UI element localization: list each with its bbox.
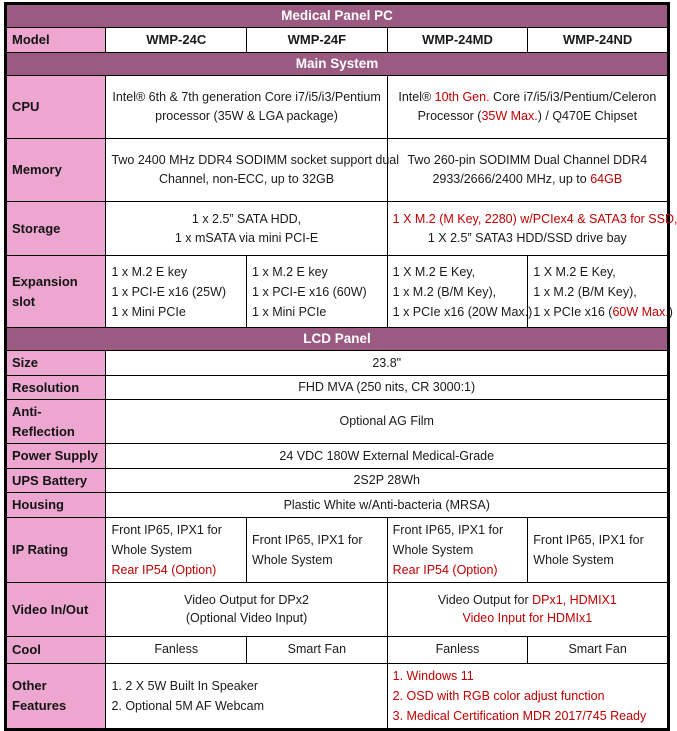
text-segment: Two 2400 MHz DDR4 SODIMM socket support dual: [111, 153, 400, 168]
section-header-main-system: Main System: [6, 52, 669, 75]
text-line: [393, 88, 662, 107]
text-segment: 1 x M.2 E key: [111, 264, 188, 279]
text-segment: Fanless: [154, 642, 199, 657]
storage-cell-right: [387, 202, 677, 256]
text-line: [392, 210, 677, 229]
memory-row: [6, 139, 669, 202]
ip-rating-cell-wmp-24c: [106, 517, 247, 582]
text-segment: 1 x M.2 E key: [252, 264, 328, 279]
size-cell: [106, 351, 669, 376]
resolution-row: [6, 375, 669, 400]
anti-reflection-cell: [106, 400, 669, 444]
text-line: [111, 107, 381, 126]
model-cell-wmp-24nd: WMP-24ND: [528, 28, 669, 53]
text-line: [393, 706, 662, 726]
cool-row: [6, 636, 669, 663]
section-header-lcd-panel: LCD Panel: [6, 328, 669, 351]
text-segment: Smart Fan: [287, 642, 347, 657]
text-line: [393, 282, 523, 302]
text-segment: Intel® 6th & 7th generation Core i7/i5/i3/Pentium: [112, 90, 381, 105]
text-line: [533, 282, 662, 302]
memory-cell-left: [106, 139, 400, 202]
text-segment: Video Output for DPx2: [184, 592, 309, 607]
text-line: [252, 550, 382, 570]
text-line: [393, 540, 523, 560]
text-line: [393, 686, 662, 706]
text-segment: Whole System: [111, 542, 193, 557]
text-segment: Whole System: [392, 542, 474, 557]
text-line: [252, 530, 382, 550]
main-system-row: [6, 52, 669, 75]
text-segment: Channel, non-ECC, up to 32GB: [158, 172, 335, 186]
anti-reflection-row: [6, 400, 669, 444]
text-segment: 1 X M.2 E Key,: [392, 264, 476, 279]
memory-cell-right: [387, 139, 668, 202]
text-line: [111, 696, 381, 716]
row-label-storage: Storage: [6, 202, 106, 256]
text-segment: 1 x PCIe x16 (20W Max.): [392, 304, 533, 319]
text-line: [111, 151, 400, 170]
text-segment: FHD MVA (250 nits, CR 3000:1): [298, 380, 476, 395]
row-label-model: Model: [6, 28, 106, 53]
highlighted-text: Rear IP54 (Option): [111, 562, 217, 577]
cool-cell-wmp-24md: [387, 636, 528, 663]
video-in-out-row: [6, 582, 669, 636]
spec-sheet-page: [0, 2, 677, 723]
cpu-cell-right: [387, 76, 668, 139]
text-segment: 2S2P 28Wh: [353, 473, 420, 488]
storage-row: [6, 202, 669, 256]
model-cell-wmp-24md: WMP-24MD: [387, 28, 528, 53]
text-line: [533, 262, 662, 282]
text-line: [533, 550, 662, 570]
text-segment: 1 x PCI-E x16 (25W): [111, 284, 227, 299]
highlighted-text: 2. OSD with RGB color adjust function: [392, 688, 605, 703]
text-line: [111, 210, 381, 229]
expansion-slot-row: [6, 256, 669, 328]
model-cell-wmp-24f: WMP-24F: [247, 28, 388, 53]
text-line: [111, 540, 241, 560]
highlighted-text: 1. Windows 11: [392, 668, 474, 683]
text-line: [393, 666, 662, 686]
text-segment: 23.8": [372, 355, 402, 370]
text-segment: 1 x Mini PCIe: [111, 304, 186, 319]
text-segment: ) / Q470E Chipset: [537, 109, 638, 123]
text-segment: Front IP65, IPX1 for: [111, 522, 222, 537]
text-line: [111, 88, 381, 107]
other-features-row: [6, 663, 669, 729]
text-segment: 2. Optional 5M AF Webcam: [111, 698, 265, 713]
text-line: [392, 302, 533, 322]
text-line: [393, 151, 662, 170]
text-segment: ): [668, 304, 673, 319]
housing-row: [6, 493, 669, 518]
highlighted-text: DPx1, HDMIX1: [532, 592, 617, 607]
housing-cell: [106, 493, 669, 518]
text-line: [393, 107, 662, 126]
expansion-cell-wmp-24nd: [528, 256, 673, 328]
text-line: [252, 262, 382, 282]
highlighted-text: Video Input for HDMIx1: [462, 611, 593, 626]
row-label-size: Size: [6, 351, 106, 376]
text-line: [111, 354, 662, 373]
text-line: [111, 609, 381, 628]
power-supply-cell: [106, 444, 669, 469]
cool-cell-wmp-24f: [247, 636, 388, 663]
text-segment: Front IP65, IPX1 for: [252, 532, 363, 547]
highlighted-text: 35W Max.: [481, 109, 538, 123]
text-segment: 1. 2 X 5W Built In Speaker: [111, 678, 259, 693]
text-line: [111, 302, 241, 322]
row-label-memory: Memory: [6, 139, 106, 202]
row-label-cpu: CPU: [6, 76, 106, 139]
text-line: [111, 471, 662, 490]
model-cell-wmp-24c: WMP-24C: [106, 28, 247, 53]
row-label-cool: Cool: [6, 636, 106, 663]
storage-cell-left: [106, 202, 387, 256]
cpu-row: [6, 76, 669, 139]
text-line: [393, 262, 523, 282]
highlighted-text: Rear IP54 (Option): [392, 562, 498, 577]
text-line: [533, 530, 662, 550]
other-features-cell-left: [106, 663, 387, 729]
other-features-cell-right: [387, 663, 668, 729]
text-segment: Whole System: [533, 552, 614, 567]
text-segment: Front IP65, IPX1 for: [533, 532, 644, 547]
lcd-panel-row: [6, 328, 669, 351]
text-line: [111, 447, 662, 466]
ups-battery-row: [6, 468, 669, 493]
row-label-ip-rating: IP Rating: [6, 517, 106, 582]
row-label-anti-reflection: Anti-Reflection: [6, 400, 106, 444]
row-label-power-supply: Power Supply: [6, 444, 106, 469]
expansion-cell-wmp-24c: [106, 256, 247, 328]
text-line: [111, 170, 381, 189]
text-segment: Core i7/i5/i3/Pentium/Celeron: [489, 90, 657, 105]
text-line: [393, 229, 662, 248]
text-segment: Intel®: [398, 90, 435, 105]
text-segment: Two 260-pin SODIMM Dual Channel DDR4: [407, 153, 648, 168]
size-row: [6, 351, 669, 376]
text-segment: Front IP65, IPX1 for: [392, 522, 504, 537]
spec-table: [4, 2, 677, 731]
text-line: [111, 282, 241, 302]
cool-cell-wmp-24c: [106, 636, 247, 663]
ip-rating-cell-wmp-24nd: [528, 517, 669, 582]
ups-battery-cell: [106, 468, 669, 493]
ip-rating-cell-wmp-24md: [387, 517, 528, 582]
cpu-cell-left: [106, 76, 387, 139]
text-segment: Fanless: [435, 642, 480, 657]
text-line: [252, 302, 382, 322]
text-line: [111, 378, 662, 397]
ip-rating-row: [6, 517, 669, 582]
text-segment: 1 x PCI-E x16 (60W): [252, 284, 367, 299]
highlighted-text: 64GB: [590, 172, 623, 186]
text-segment: 1 X M.2 E Key,: [533, 264, 616, 279]
highlighted-text: 10th Gen.: [434, 90, 490, 105]
text-line: [111, 591, 381, 610]
power-supply-row: [6, 444, 669, 469]
text-line: [252, 640, 382, 659]
text-segment: Smart Fan: [568, 642, 627, 657]
highlighted-text: 1 X M.2 (M Key, 2280) w/PCIex4 & SATA3 for SSD,: [392, 211, 677, 226]
text-segment: Plastic White w/Anti-bacteria (MRSA): [283, 497, 490, 512]
row-label-expansion-slot: Expansion slot: [6, 256, 106, 328]
expansion-cell-wmp-24f: [247, 256, 388, 328]
text-segment: 1 x 2.5” SATA HDD,: [191, 211, 302, 226]
row-label-ups-battery: UPS Battery: [6, 468, 106, 493]
highlighted-text: 60W Max.: [612, 304, 669, 319]
text-line: [393, 609, 662, 628]
text-line: [393, 640, 523, 659]
text-segment: 1 x mSATA via mini PCI-E: [174, 230, 319, 245]
text-line: [111, 262, 241, 282]
text-line: [393, 591, 662, 610]
row-label-housing: Housing: [6, 493, 106, 518]
text-line: [393, 520, 523, 540]
text-line: [533, 640, 662, 659]
model-row: [6, 28, 669, 53]
text-segment: 2933/2666/2400 MHz, up to: [432, 172, 591, 186]
text-line: [111, 676, 381, 696]
row-label-other-features: Other Features: [6, 663, 106, 729]
text-segment: Processor (: [417, 109, 482, 123]
row-label-video-in-out: Video In/Out: [6, 582, 106, 636]
video-cell-right: [387, 582, 668, 636]
text-line: [393, 170, 662, 189]
ip-rating-cell-wmp-24f: [247, 517, 388, 582]
highlighted-text: 3. Medical Certification MDR 2017/745 Ready: [392, 708, 647, 723]
text-line: [111, 496, 662, 515]
text-segment: 1 x M.2 (B/M Key),: [533, 284, 637, 299]
text-segment: 1 X 2.5” SATA3 HDD/SSD drive bay: [427, 230, 627, 245]
text-segment: 1 x PCIe x16 (: [533, 304, 613, 319]
text-segment: Video Output for: [437, 592, 533, 607]
text-line: [111, 520, 241, 540]
cool-cell-wmp-24nd: [528, 636, 669, 663]
text-line: [533, 302, 673, 322]
text-segment: Optional AG Film: [339, 414, 434, 429]
text-line: [111, 560, 241, 580]
expansion-cell-wmp-24md: [387, 256, 533, 328]
text-segment: (Optional Video Input): [185, 611, 308, 626]
title-row: [6, 4, 669, 28]
text-line: [111, 412, 662, 431]
section-header-medical-panel-pc: Medical Panel PC: [6, 4, 669, 28]
text-segment: Whole System: [252, 552, 333, 567]
text-line: [111, 640, 241, 659]
text-line: [111, 229, 381, 248]
text-segment: 24 VDC 180W External Medical-Grade: [279, 448, 495, 463]
text-segment: 1 x M.2 (B/M Key),: [392, 284, 497, 299]
row-label-resolution: Resolution: [6, 375, 106, 400]
text-line: [252, 282, 382, 302]
text-segment: processor (35W & LGA package): [155, 109, 338, 123]
text-segment: 1 x Mini PCIe: [252, 304, 327, 319]
text-line: [393, 560, 523, 580]
video-cell-left: [106, 582, 387, 636]
resolution-cell: [106, 375, 669, 400]
